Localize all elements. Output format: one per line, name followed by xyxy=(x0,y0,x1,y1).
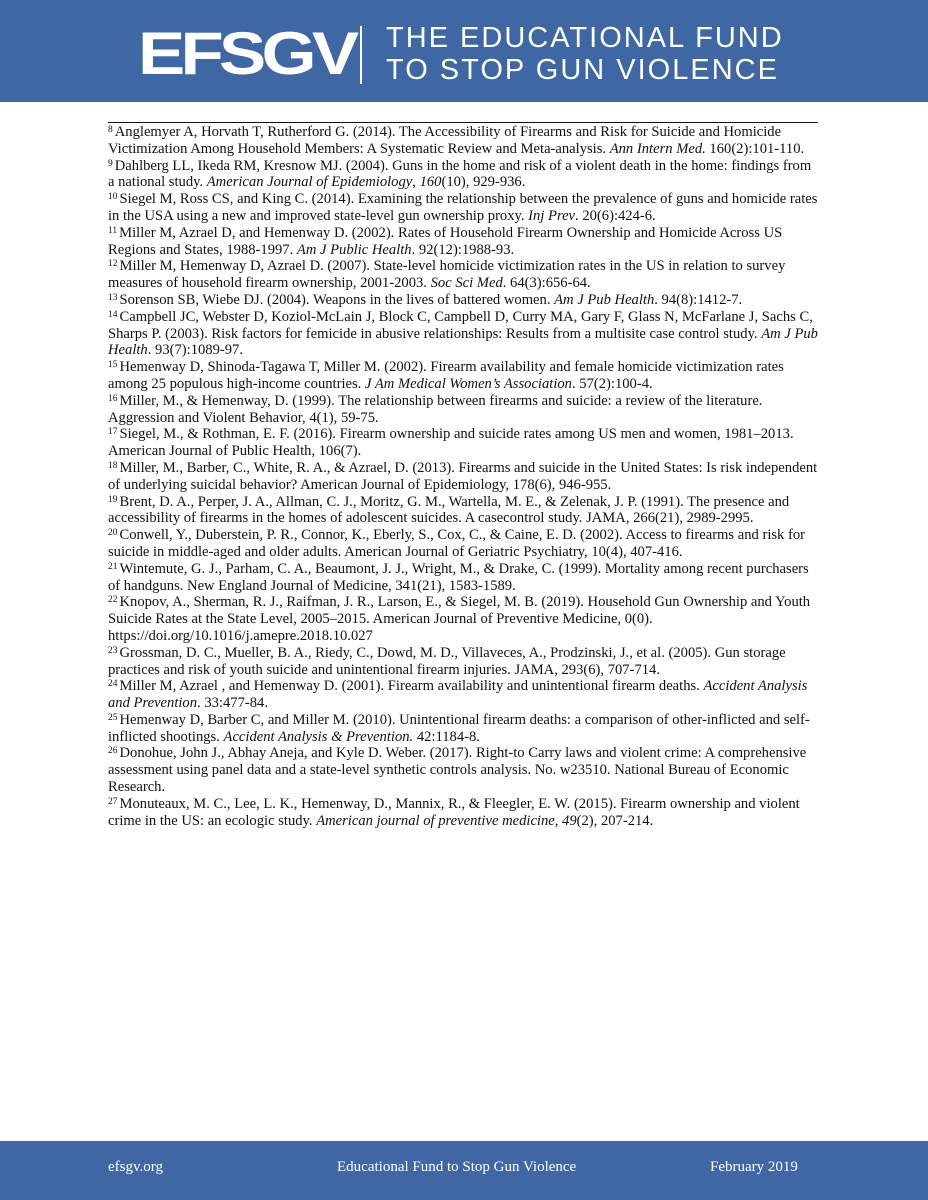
reference-item xyxy=(108,191,820,225)
logo-divider xyxy=(360,26,362,84)
reference-item xyxy=(108,158,820,192)
reference-text: Miller, M., & Hemenway, D. (1999). The relationship between firearms and suicide: a review of the literature. Aggression and Violent Behavior, 4(1), 59-75. xyxy=(108,392,763,426)
reference-text: Donohue, John J., Abhay Aneja, and Kyle D. Weber. (2017). Right-to Carry laws and violent crime: A comprehensive assessment using panel data and a state-level synthetic controls analysis. No. w23510. National Bureau of Economic Research. xyxy=(108,745,807,796)
reference-text: Hemenway D, Barber C, and Miller M. (2010). Unintentional firearm deaths: a comparison of other-inflicted and self-inflicted shootings. xyxy=(108,711,810,745)
reference-item xyxy=(108,561,820,595)
org-name xyxy=(386,22,784,86)
reference-item xyxy=(108,460,820,494)
reference-item xyxy=(108,426,820,460)
reference-number: 16 xyxy=(108,393,118,404)
reference-number: 8 xyxy=(108,125,113,135)
efsgv-logo: EFSGV xyxy=(138,20,355,87)
reference-text: . 64(3):656-64. xyxy=(502,275,591,292)
reference-text: Miller M, Hemenway D, Azrael D. (2007). State-level homicide victimization rates in the US in relation to survey measures of household firearm ownership, 2001-2003. xyxy=(108,258,786,292)
reference-item xyxy=(108,359,820,393)
reference-number: 18 xyxy=(108,460,118,471)
reference-text: Siegel, M., & Rothman, E. F. (2016). Firearm ownership and suicide rates among US men and women, 1981–2013. American Journal of Public Health, 106(7). xyxy=(108,426,794,460)
reference-text: Monuteaux, M. C., Lee, L. K., Hemenway, D., Mannix, R., & Fleegler, E. W. (2015). Firearm ownership and violent crime in the US: an ecologic study. xyxy=(108,795,800,829)
reference-text: . 57(2):100-4. xyxy=(571,375,653,392)
reference-item xyxy=(108,225,820,259)
reference-text: . 33:477-84. xyxy=(197,695,268,712)
reference-journal: American journal of preventive medicine xyxy=(316,812,555,829)
reference-text: (2), 207-214. xyxy=(576,812,654,829)
page-footer xyxy=(0,1141,928,1200)
reference-text: Conwell, Y., Duberstein, P. R., Connor, K., Eberly, S., Cox, C., & Caine, E. D. (2002). Access to firearms and risk for suicide in middle-aged and older adults. American Journal of Geriatric Psychiatry, 10(4), 407-416. xyxy=(108,527,806,560)
reference-item xyxy=(108,796,820,830)
reference-item xyxy=(108,393,820,427)
reference-text: Miller M, Azrael , and Hemenway D. (2001). Firearm availability and unintentional firearm deaths. xyxy=(119,678,704,695)
reference-journal: American Journal of Epidemiology xyxy=(206,174,413,191)
reference-text: Knopov, A., Sherman, R. J., Raifman, J. R., Larson, E., & Siegel, M. B. (2019). Household Gun Ownership and Youth Suicide Rates at the State Level, 2005–2015. American Journal of Preventive Medicine, 0(0). https://doi.org/10.1016/j.amepre.2018.10.027 xyxy=(108,594,811,644)
reference-item xyxy=(108,292,820,309)
reference-journal: J Am Medical Women’s Association xyxy=(364,375,572,392)
reference-number: 26 xyxy=(108,746,118,757)
reference-number: 13 xyxy=(108,292,118,303)
reference-number: 21 xyxy=(108,561,118,572)
reference-number: 23 xyxy=(108,645,118,656)
reference-number: 19 xyxy=(108,494,118,505)
reference-list xyxy=(108,124,820,829)
reference-item xyxy=(108,645,820,679)
reference-journal: 49 xyxy=(562,812,577,829)
footer-website[interactable]: efsgv.org xyxy=(108,1159,163,1175)
reference-text: . 92(12):1988-93. xyxy=(411,241,515,258)
page-header xyxy=(0,0,928,102)
reference-number: 25 xyxy=(108,712,118,723)
reference-item xyxy=(108,527,820,561)
reference-text: Campbell JC, Webster D, Koziol-McLain J, Block C, Campbell D, Curry MA, Gary F, Glass N, McFarlane J, Sachs C, Sharps P. (2003). Risk factors for femicide in abusive relationships: Results from a multisite case control study. xyxy=(108,308,813,342)
reference-text: , xyxy=(554,812,563,829)
reference-text: . 94(8):1412-7. xyxy=(654,291,743,308)
reference-text: Hemenway D, Shinoda-Tagawa T, Miller M. (2002). Firearm availability and female homicide victimization rates among 25 populous high-income countries. xyxy=(108,359,784,392)
org-name-line-1: THE EDUCATIONAL FUND xyxy=(386,22,784,54)
reference-journal: Soc Sci Med xyxy=(430,275,503,292)
reference-journal: 160 xyxy=(419,174,442,191)
reference-text: (10), 929-936. xyxy=(441,174,526,191)
reference-text: Anglemyer A, Horvath T, Rutherford G. (2014). The Accessibility of Firearms and Risk for Suicide and Homicide Victimization Among Household Members: A Systematic Review and Meta-analysis. xyxy=(108,124,782,157)
reference-item xyxy=(108,594,820,644)
reference-item xyxy=(108,678,820,712)
reference-number: 17 xyxy=(108,427,118,438)
reference-number: 27 xyxy=(108,796,118,807)
reference-journal: Am J Pub Health xyxy=(554,291,655,308)
reference-text: Miller, M., Barber, C., White, R. A., & Azrael, D. (2013). Firearms and suicide in the United States: Is risk independent of underlying suicidal behavior? American Journal of Epidemiology, 178(6), 946-955. xyxy=(108,459,818,493)
reference-number: 22 xyxy=(108,595,118,606)
reference-number: 24 xyxy=(108,679,118,690)
reference-number: 20 xyxy=(108,528,118,539)
reference-journal: Accident Analysis & Prevention. xyxy=(223,728,414,745)
reference-text: Dahlberg LL, Ikeda RM, Kresnow MJ. (2004). Guns in the home and risk of a violent death in the home: findings from a national study. xyxy=(108,157,812,191)
reference-text: . 93(7):1089-97. xyxy=(147,342,243,359)
reference-item xyxy=(108,124,820,158)
reference-text: Grossman, D. C., Mueller, B. A., Riedy, C., Dowd, M. D., Villaveces, A., Prodzinski, J., et al. (2005). Gun storage practices and risk of youth suicide and unintentional firearm injuries. JAMA, 293(6), 707-714. xyxy=(108,644,786,678)
reference-text: Brent, D. A., Perper, J. A., Allman, C. J., Moritz, G. M., Wartella, M. E., & Zelenak, J. P. (1991). The presence and accessibility of firearms in the homes of adolescent suicides. A casecontrol study. JAMA, 266(21), 2989-2995. xyxy=(108,493,790,527)
reference-number: 10 xyxy=(108,192,118,203)
reference-text: Wintemute, G. J., Parham, C. A., Beaumont, J. J., Wright, M., & Drake, C. (1999). Mortality among recent purchasers of handguns. New England Journal of Medicine, 341(21), 1583-1589. xyxy=(108,560,809,594)
reference-text: Sorenson SB, Wiebe DJ. (2004). Weapons in the lives of battered women. xyxy=(119,291,555,308)
reference-number: 9 xyxy=(108,158,113,169)
reference-text: 42:1184-8. xyxy=(413,728,480,745)
reference-text: . 20(6):424-6. xyxy=(575,207,656,224)
reference-item xyxy=(108,712,820,746)
reference-journal: Inj Prev xyxy=(528,207,576,224)
reference-journal: Am J Pub Health xyxy=(108,325,818,359)
org-name-line-2: TO STOP GUN VIOLENCE xyxy=(386,54,779,86)
footer-org: Educational Fund to Stop Gun Violence xyxy=(337,1159,577,1175)
reference-item xyxy=(108,258,820,292)
reference-journal: Accident Analysis and Prevention xyxy=(108,678,808,712)
footnote-separator xyxy=(108,122,818,123)
reference-text: , xyxy=(412,174,420,191)
reference-item xyxy=(108,494,820,528)
reference-item xyxy=(108,745,820,795)
reference-text: Siegel M, Ross CS, and King C. (2014). Examining the relationship between the prevalence of guns and homicide rates in the USA using a new and improved state-level gun ownership proxy. xyxy=(108,191,818,224)
reference-item xyxy=(108,309,820,359)
reference-text: 160(2):101-110. xyxy=(705,140,805,157)
reference-journal: Ann Intern Med. xyxy=(609,140,706,157)
reference-number: 12 xyxy=(108,259,118,270)
footer-date: February 2019 xyxy=(710,1159,798,1175)
reference-number: 14 xyxy=(108,309,118,320)
reference-number: 15 xyxy=(108,360,118,371)
reference-journal: Am J Public Health xyxy=(296,241,412,258)
reference-number: 11 xyxy=(108,225,118,236)
reference-text: Miller M, Azrael D, and Hemenway D. (2002). Rates of Household Firearm Ownership and Homicide Across US Regions and States, 1988-1997. xyxy=(108,224,783,258)
